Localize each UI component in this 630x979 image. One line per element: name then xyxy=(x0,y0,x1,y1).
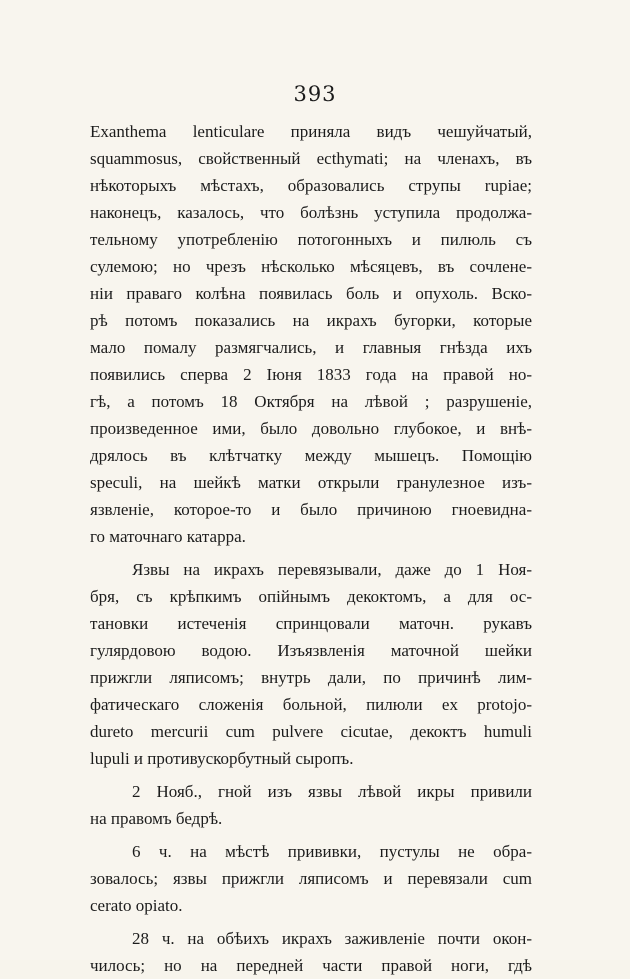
body-text xyxy=(90,118,532,979)
text-line: dureto mercurii cum pulvere cicutae, декоктъ humuli xyxy=(90,722,532,741)
text-line: speculi, на шейкѣ матки открыли гранулезное изъ- xyxy=(90,473,532,492)
text-line: cerato opiato. xyxy=(90,896,183,915)
text-line: рѣ потомъ показались на икрахъ бугорки, которые xyxy=(90,311,532,330)
text-line: на правомъ бедрѣ. xyxy=(90,809,223,828)
text-line: 6 ч. на мѣстѣ прививки, пустулы не обра- xyxy=(132,842,532,861)
text-line: Язвы на икрахъ перевязывали, даже до 1 Ноя- xyxy=(132,560,532,579)
text-line: дрялось въ клѣтчатку между мышецъ. Помощію xyxy=(90,446,532,465)
text-line: тельному употребленію потогонныхъ и пилюль съ xyxy=(90,230,532,249)
text-line: появились сперва 2 Іюня 1833 года на правой но- xyxy=(90,365,532,384)
text-line: прижгли ляписомъ; внутрь дали, по причинѣ лим- xyxy=(90,668,532,687)
text-line: ніи праваго колѣна появилась боль и опухоль. Вско- xyxy=(90,284,532,303)
text-line: фатическаго сложенія больной, пилюли ex protojo- xyxy=(90,695,532,714)
text-line: гулярдовою водою. Изъязвленія маточной шейки xyxy=(90,641,532,660)
text-line: зовалось; язвы прижгли ляписомъ и перевязали cum xyxy=(90,869,532,888)
text-line: бря, съ крѣпкимъ опійнымъ декоктомъ, а для ос- xyxy=(90,587,532,606)
text-line: гѣ, а потомъ 18 Октября на лѣвой ; разрушеніе, xyxy=(90,392,532,411)
text-line: squammosus, свойственный ecthymati; на членахъ, въ xyxy=(90,149,532,168)
text-line: 28 ч. на обѣихъ икрахъ заживленіе почти окон- xyxy=(132,929,532,948)
text-line: чилось; но на передней части правой ноги, гдѣ xyxy=(90,956,532,975)
text-line: тановки истеченія спринцовали маточн. рукавъ xyxy=(90,614,532,633)
text-line: Exanthema lenticulare приняла видъ чешуйчатый, xyxy=(90,122,532,141)
text-line: мало помалу размягчались, и главныя гнѣзда ихъ xyxy=(90,338,532,357)
text-line: нѣкоторыхъ мѣстахъ, образовались струпы rupiae; xyxy=(90,176,532,195)
text-line: язвленіе, которое-то и было причиною гноевидна- xyxy=(90,500,532,519)
text-line: произведенное ими, было довольно глубокое, и внѣ- xyxy=(90,419,532,438)
text-line: сулемою; но чрезъ нѣсколько мѣсяцевъ, въ сочлене- xyxy=(90,257,532,276)
text-line: lupuli и противускорбутный сыропъ. xyxy=(90,749,354,768)
text-line: 2 Нояб., гной изъ язвы лѣвой икры привили xyxy=(132,782,532,801)
text-line: наконецъ, казалось, что болѣзнь уступила продолжа- xyxy=(90,203,532,222)
text-line: го маточнаго катарра. xyxy=(90,527,246,546)
page-number: 393 xyxy=(293,82,337,106)
